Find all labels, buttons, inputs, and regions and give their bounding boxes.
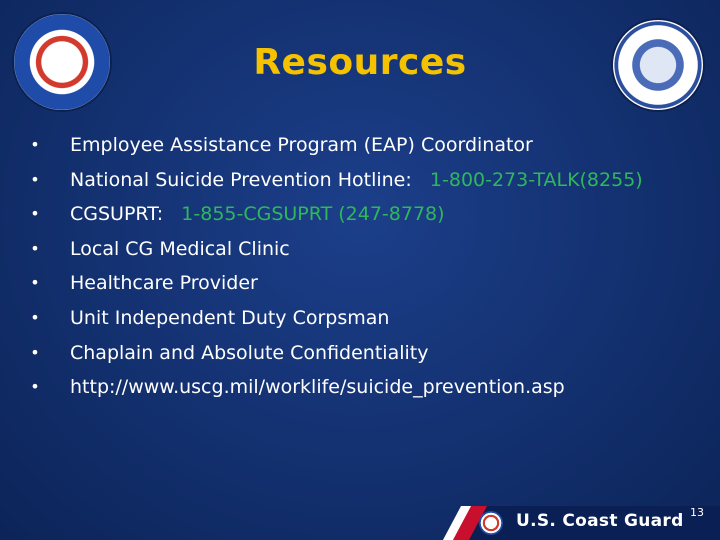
list-item: [30, 336, 710, 371]
list-item: [30, 197, 710, 232]
bullet-icon: •: [30, 204, 40, 224]
bullet-icon: •: [30, 238, 40, 258]
worklife-link[interactable]: http://www.uscg.mil/worklife/suicide_prevention.asp: [70, 376, 565, 399]
hotline-number: 1-800-273-TALK(8255): [417, 168, 643, 191]
list-item-text: Local CG Medical Clinic: [70, 237, 290, 260]
list-item[interactable]: [30, 370, 710, 405]
resource-list: [30, 128, 710, 405]
list-item-text: Healthcare Provider: [70, 272, 258, 295]
list-item: [30, 128, 710, 163]
list-item-text: Unit Independent Duty Corpsman: [70, 306, 390, 329]
uscg-logo-text: U.S. Coast Guard: [516, 511, 684, 531]
dhs-seal-icon: [613, 20, 703, 110]
bullet-icon: •: [30, 307, 40, 327]
list-item-text: CGSUPRT:: [70, 203, 164, 226]
bullet-icon: •: [30, 273, 40, 293]
list-item: [30, 163, 710, 198]
bullet-icon: •: [30, 135, 40, 154]
list-item-text: National Suicide Prevention Hotline:: [70, 168, 412, 191]
cgsuprt-number: 1-855-CGSUPRT (247-8778): [169, 203, 445, 226]
list-item-text: Chaplain and Absolute Confidentiality: [70, 341, 429, 364]
uscg-seal-icon: [479, 511, 503, 535]
footer-bar: [0, 506, 720, 540]
list-item: [30, 301, 710, 336]
page-number: 13: [690, 506, 704, 519]
bullet-icon: •: [30, 342, 40, 362]
list-item: [30, 232, 710, 267]
bullet-icon: •: [30, 377, 40, 397]
bullet-icon: •: [30, 169, 40, 189]
list-item: [30, 266, 710, 301]
slide-title: Resources: [253, 42, 467, 83]
list-item-text: Employee Assistance Program (EAP) Coordinator: [70, 134, 533, 156]
